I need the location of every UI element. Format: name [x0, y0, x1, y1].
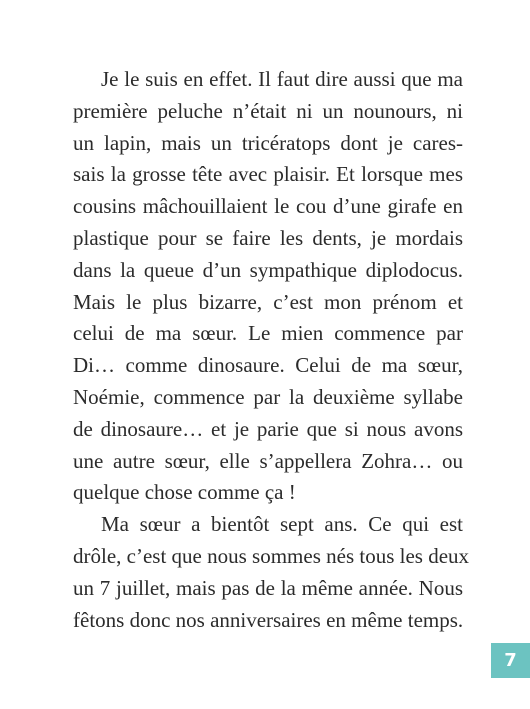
text-line: une autre sœur, elle s’appellera Zohra… ou	[73, 448, 463, 473]
text-line: dans la queue d’un sympathique diplodocus.	[73, 257, 463, 282]
body-text	[73, 64, 470, 636]
text-line: cousins mâchouillaient le cou d’une girafe en	[73, 194, 463, 219]
text-line: fêtons donc nos anniversaires en même temps.	[73, 607, 464, 632]
text-line: celui de ma sœur. Le mien commence par	[73, 321, 463, 346]
text-line: sais la grosse tête avec plaisir. Et lorsque mes	[73, 162, 463, 187]
paragraph-2	[73, 509, 470, 636]
text-line: drôle, c’est que nous sommes nés tous les deux	[73, 543, 470, 568]
text-line: un 7 juillet, mais pas de la même année. Nous	[73, 575, 463, 600]
page-number: 7	[504, 650, 517, 671]
text-line: Di… comme dinosaure. Celui de ma sœur,	[73, 353, 463, 378]
text-line: plastique pour se faire les dents, je mordais	[73, 225, 463, 250]
text-line: Je le suis en effet. Il faut dire aussi que ma	[101, 67, 463, 91]
page-number-tab	[491, 643, 530, 678]
text-line: Ma sœur a bientôt sept ans. Ce qui est	[101, 512, 463, 537]
text-line: Mais le plus bizarre, c’est mon prénom et	[73, 289, 463, 314]
text-line: première peluche n’était ni un nounours, ni	[73, 98, 463, 123]
paragraph-1	[73, 64, 463, 509]
text-line: quelque chose comme ça !	[73, 480, 296, 505]
text-line: un lapin, mais un tricératops dont je cares-	[73, 130, 463, 155]
text-line: de dinosaure… et je parie que si nous avons	[73, 416, 463, 441]
text-line: Noémie, commence par la deuxième syllabe	[73, 384, 463, 409]
